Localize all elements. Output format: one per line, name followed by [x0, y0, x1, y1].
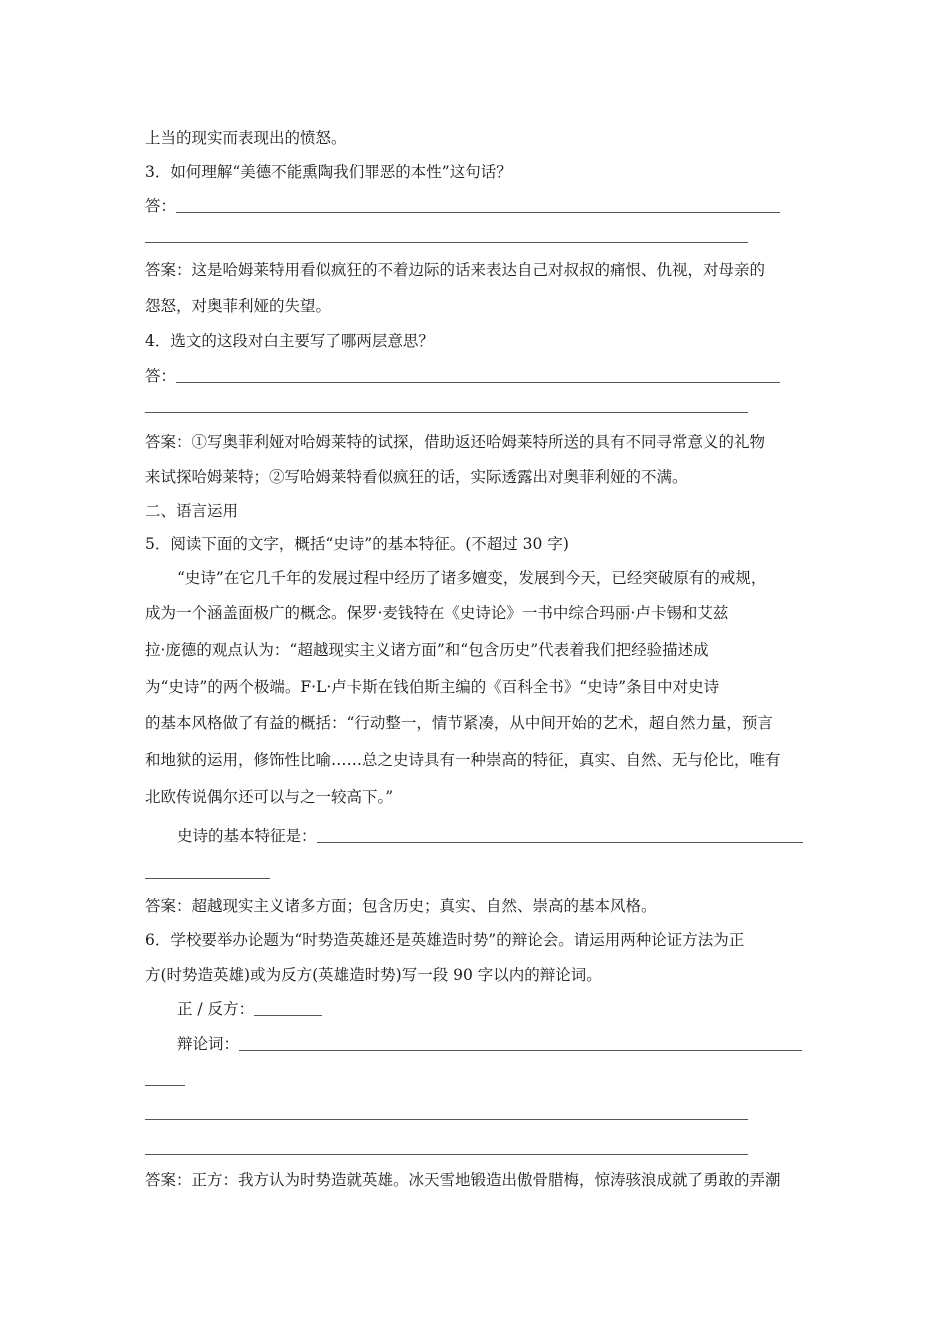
question-3: 3．如何理解“美德不能熏陶我们罪恶的本性”这句话？	[145, 163, 512, 181]
passage-line: 拉·庞德的观点认为：“超越现实主义诸方面”和“包含历史”代表着我们把经验描述成	[145, 641, 709, 659]
debate-label: 辩论词：	[177, 1035, 240, 1053]
debate-blank-line[interactable]	[145, 1119, 748, 1120]
answer-blank-line[interactable]	[145, 412, 748, 413]
debate-blank-line[interactable]	[145, 1154, 748, 1155]
answer-3: 答案：这是哈姆莱特用看似疯狂的不着边际的话来表达自己对叔叔的痛恨、仇视，对母亲的	[145, 261, 766, 279]
question-4: 4．选文的这段对白主要写了哪两层意思？	[145, 332, 434, 350]
answer-blank[interactable]	[176, 195, 780, 213]
feature-blank-line[interactable]	[145, 878, 270, 879]
passage-line: 成为一个涵盖面极广的概念。保罗·麦钱特在《史诗论》一书中综合玛丽·卢卡锡和艾兹	[145, 604, 729, 622]
side-choice-row[interactable]	[177, 998, 322, 1020]
answer-label: 答：	[145, 367, 177, 385]
question-6: 6．学校要举办论题为“时势造英雄还是英雄造时势”的辩论会。请运用两种论证方法为正	[145, 931, 745, 949]
feature-blank[interactable]	[317, 825, 803, 843]
answer-blank-line[interactable]	[145, 242, 748, 243]
text-line: 上当的现实而表现出的愤怒。	[145, 129, 347, 147]
debate-blank-line[interactable]	[145, 1085, 185, 1086]
answer-label: 答：	[145, 197, 177, 215]
answer-row-q3[interactable]	[145, 195, 780, 217]
passage-line: 北欧传说偶尔还可以与之一较高下。”	[145, 788, 394, 806]
feature-label: 史诗的基本特征是：	[177, 827, 317, 845]
side-label: 正 / 反方：	[177, 1000, 255, 1018]
feature-answer-row[interactable]	[177, 825, 803, 847]
answer-blank[interactable]	[176, 365, 780, 383]
passage-line: 的基本风格做了有益的概括：“行动整一，情节紧凑，从中间开始的艺术，超自然力量，预言	[145, 714, 773, 732]
question-5: 5．阅读下面的文字，概括“史诗”的基本特征。(不超过 30 字)	[145, 535, 569, 553]
question-6-cont: 方(时势造英雄)或为反方(英雄造时势)写一段 90 字以内的辩论词。	[145, 966, 602, 984]
debate-blank[interactable]	[239, 1033, 802, 1051]
section-heading: 二、语言运用	[145, 502, 239, 520]
debate-row[interactable]	[177, 1033, 802, 1055]
answer-3-cont: 怨怒，对奥菲利娅的失望。	[145, 297, 332, 315]
answer-4: 答案：①写奥菲利娅对哈姆莱特的试探，借助返还哈姆莱特所送的具有不同寻常意义的礼物	[145, 433, 766, 451]
answer-5: 答案：超越现实主义诸多方面；包含历史；真实、自然、崇高的基本风格。	[145, 897, 657, 915]
answer-row-q4[interactable]	[145, 365, 780, 387]
passage-line: 和地狱的运用，修饰性比喻……总之史诗具有一种崇高的特征，真实、自然、无与伦比，唯有	[145, 751, 781, 769]
answer-4-cont: 来试探哈姆莱特；②写哈姆莱特看似疯狂的话，实际透露出对奥菲利娅的不满。	[145, 468, 688, 486]
answer-6: 答案：正方：我方认为时势造就英雄。冰天雪地锻造出傲骨腊梅，惊涛骇浪成就了勇敢的弄潮	[145, 1171, 781, 1189]
side-blank[interactable]	[254, 998, 322, 1016]
passage-line: 为“史诗”的两个极端。F·L·卢卡斯在钱伯斯主编的《百科全书》“史诗”条目中对史诗	[145, 678, 720, 696]
passage-line: “史诗”在它几千年的发展过程中经历了诸多嬗变，发展到今天，已经突破原有的戒规，	[177, 569, 767, 587]
